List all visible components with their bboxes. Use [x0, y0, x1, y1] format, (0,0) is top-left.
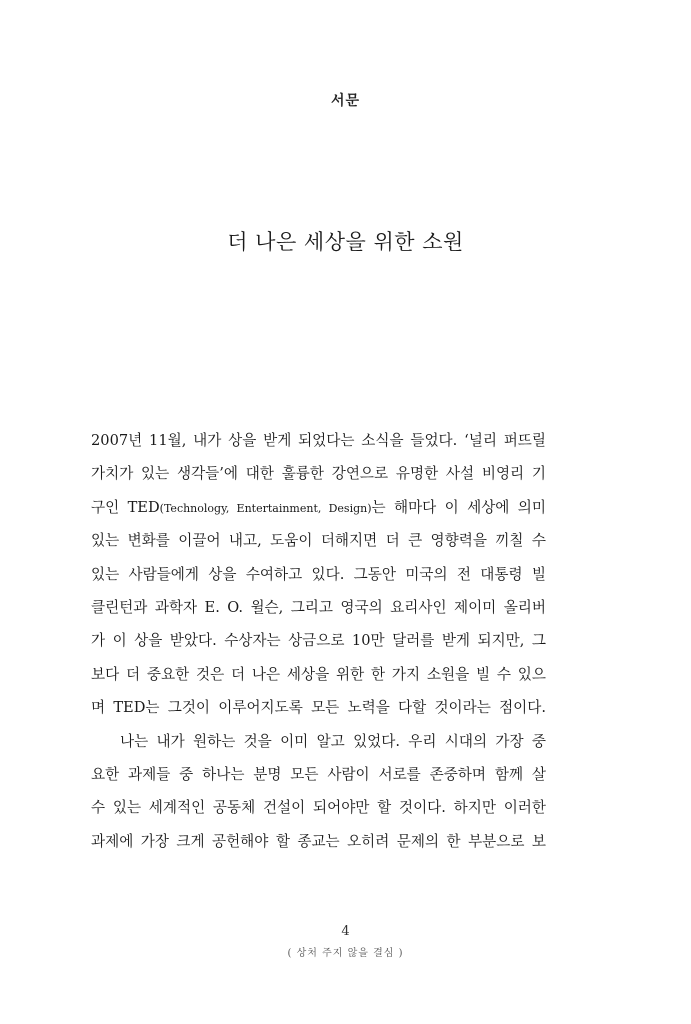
running-footer-title: ( 상처 주지 않을 결심 ) — [287, 948, 404, 959]
paragraph-1-line-1: 2007년 11월, 내가 상을 받게 되었다는 소식을 들었다. ‘널리 퍼뜨릴 — [91, 432, 546, 449]
paragraph-1-line-3 — [91, 491, 546, 524]
paragraph-2-line-4: 과제에 가장 크게 공헌해야 할 종교는 오히려 문제의 한 부분으로 보 — [91, 832, 546, 850]
paragraph-1-line-5: 있는 사람들에게 상을 수여하고 있다. 그동안 미국의 전 대통령 빌 — [91, 565, 546, 583]
paragraph-2-line-1: 나는 내가 원하는 것을 이미 알고 있었다. 우리 시대의 가장 중 — [120, 732, 546, 750]
paragraph-1-line-6: 클린턴과 과학자 E. O. 윌슨, 그리고 영국의 요리사인 제이미 올리버 — [91, 598, 546, 616]
chapter-title: 더 나은 세상을 위한 소원 — [227, 230, 464, 254]
section-label: 서문 — [330, 93, 361, 109]
paragraph-1-line-2: 가치가 있는 생각들’에 대한 훌륭한 강연으로 유명한 사설 비영리 기 — [91, 465, 546, 483]
paragraph-1-line-4: 있는 변화를 이끌어 내고, 도움이 더해지면 더 큰 영향력을 끼칠 수 — [91, 532, 546, 550]
paragraph-1-line-9: 며 TED는 그것이 이루어지도록 모든 노력을 다할 것이라는 점이다. — [91, 699, 546, 717]
paragraph-2-line-3: 수 있는 세계적인 공동체 건설이 되어야만 할 것이다. 하지만 이러한 — [91, 799, 546, 817]
paragraph-1-line-7: 가 이 상을 받았다. 수상자는 상금으로 10만 달러를 받게 되지만, 그 — [91, 632, 546, 650]
ted-intro-text: 구인 TED — [91, 498, 160, 516]
paragraph-2-line-2: 요한 과제들 중 하나는 분명 모든 사람이 서로를 존중하며 함께 살 — [91, 765, 546, 783]
body-text — [91, 424, 546, 858]
ted-expansion-text: (Technology, Entertainment, Design) — [159, 501, 372, 515]
paragraph-1-line-8: 보다 더 중요한 것은 더 나은 세상을 위한 한 가지 소원을 빌 수 있으 — [91, 665, 546, 683]
ted-continuation-text: 는 해마다 이 세상에 의미 — [371, 498, 546, 516]
page-number: 4 — [341, 924, 350, 939]
